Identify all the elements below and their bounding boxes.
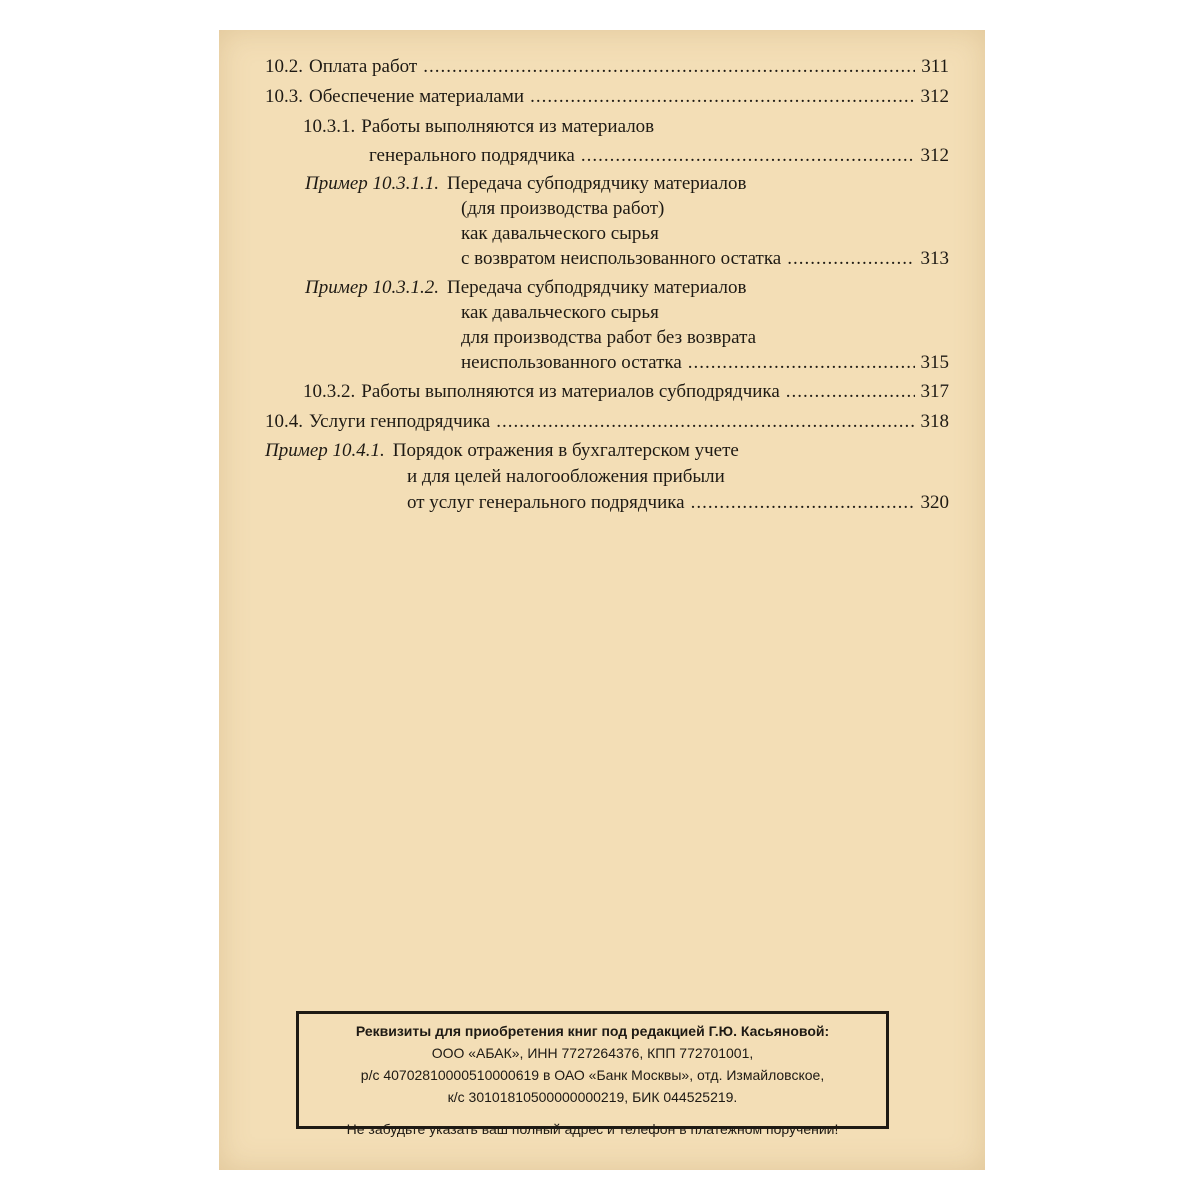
toc-entry-10-3 [265,82,949,112]
toc-title-line: Работы выполняются из материалов [361,116,655,137]
toc-title-line: Передача субподрядчику материалов [447,277,747,298]
toc-title: Услуги генподрядчика [309,411,491,432]
toc-title-line: как давальческого сырья [461,302,659,323]
toc-entry-10-3-1-cont [369,141,949,171]
toc-title-line: с возвратом неиспользованного остатка [461,248,782,269]
requisites-note: Не забудьте указать ваш полный адрес и телефон в платежном поручении! [346,1121,839,1137]
toc-page-number: 312 [920,86,949,107]
toc-number: 10.2. [265,56,303,77]
toc-title-line: Порядок отражения в бухгалтерском учете [392,440,739,461]
dot-leader [786,377,915,407]
toc-title: Обеспечение материалами [309,86,525,107]
requisites-line: к/с 30101810500000000219, БИК 044525219. [447,1089,738,1105]
toc-title-line: генерального подрядчика [369,145,575,166]
toc-example-10-3-1-1-line4 [461,244,949,274]
example-label: Пример 10.3.1.2. [305,277,440,298]
toc-number: 10.3. [265,86,303,107]
dot-leader [530,82,914,112]
requisites-line: р/с 40702810000510000619 в ОАО «Банк Москвы», отд. Измайловское, [360,1067,825,1083]
toc-title-line: (для производства работ) [461,198,665,219]
toc-page-number: 311 [921,56,949,77]
example-label: Пример 10.3.1.1. [305,173,440,194]
dot-leader [691,488,915,518]
toc-entry-10-3-2 [303,377,949,407]
toc-title-line: Передача субподрядчику материалов [447,173,747,194]
dot-leader [581,141,915,171]
toc-number: 10.3.2. [303,381,356,402]
dot-leader [423,52,915,82]
requisites-heading: Реквизиты для приобретения книг под редакцией Г.Ю. Касьяновой: [355,1023,830,1039]
toc-title-line: и для целей налогообложения прибыли [407,466,725,487]
toc-title-line: как давальческого сырья [461,223,659,244]
toc-page-number: 318 [920,411,949,432]
toc-page-number: 315 [920,352,949,373]
dot-leader [787,244,914,274]
toc-title: Оплата работ [309,56,418,77]
toc-title-line: для производства работ без возврата [461,327,757,348]
toc-title: Работы выполняются из материалов субподрядчика [361,381,780,402]
example-label: Пример 10.4.1. [265,440,385,461]
toc-entry-10-4 [265,407,949,437]
toc-page-number: 317 [920,381,949,402]
toc-entry-10-2 [265,52,949,82]
book-page [219,30,985,1170]
toc-entry-10-3-1 [303,112,949,142]
toc-title-line: от услуг генерального подрядчика [407,492,685,513]
toc-title-line: неиспользованного остатка [461,352,682,373]
toc-number: 10.3.1. [303,116,356,137]
dot-leader [688,348,915,378]
toc-number: 10.4. [265,411,303,432]
requisites-line: ООО «АБАК», ИНН 7727264376, КПП 772701001, [431,1045,754,1061]
toc-page-number: 313 [920,248,949,269]
requisites-box [296,1011,889,1137]
toc-page-number: 320 [920,492,949,513]
toc-page-number: 312 [920,145,949,166]
toc-example-10-3-1-2-line4 [461,348,949,378]
dot-leader [496,407,914,437]
toc-example-10-4-1-line3 [407,488,949,518]
